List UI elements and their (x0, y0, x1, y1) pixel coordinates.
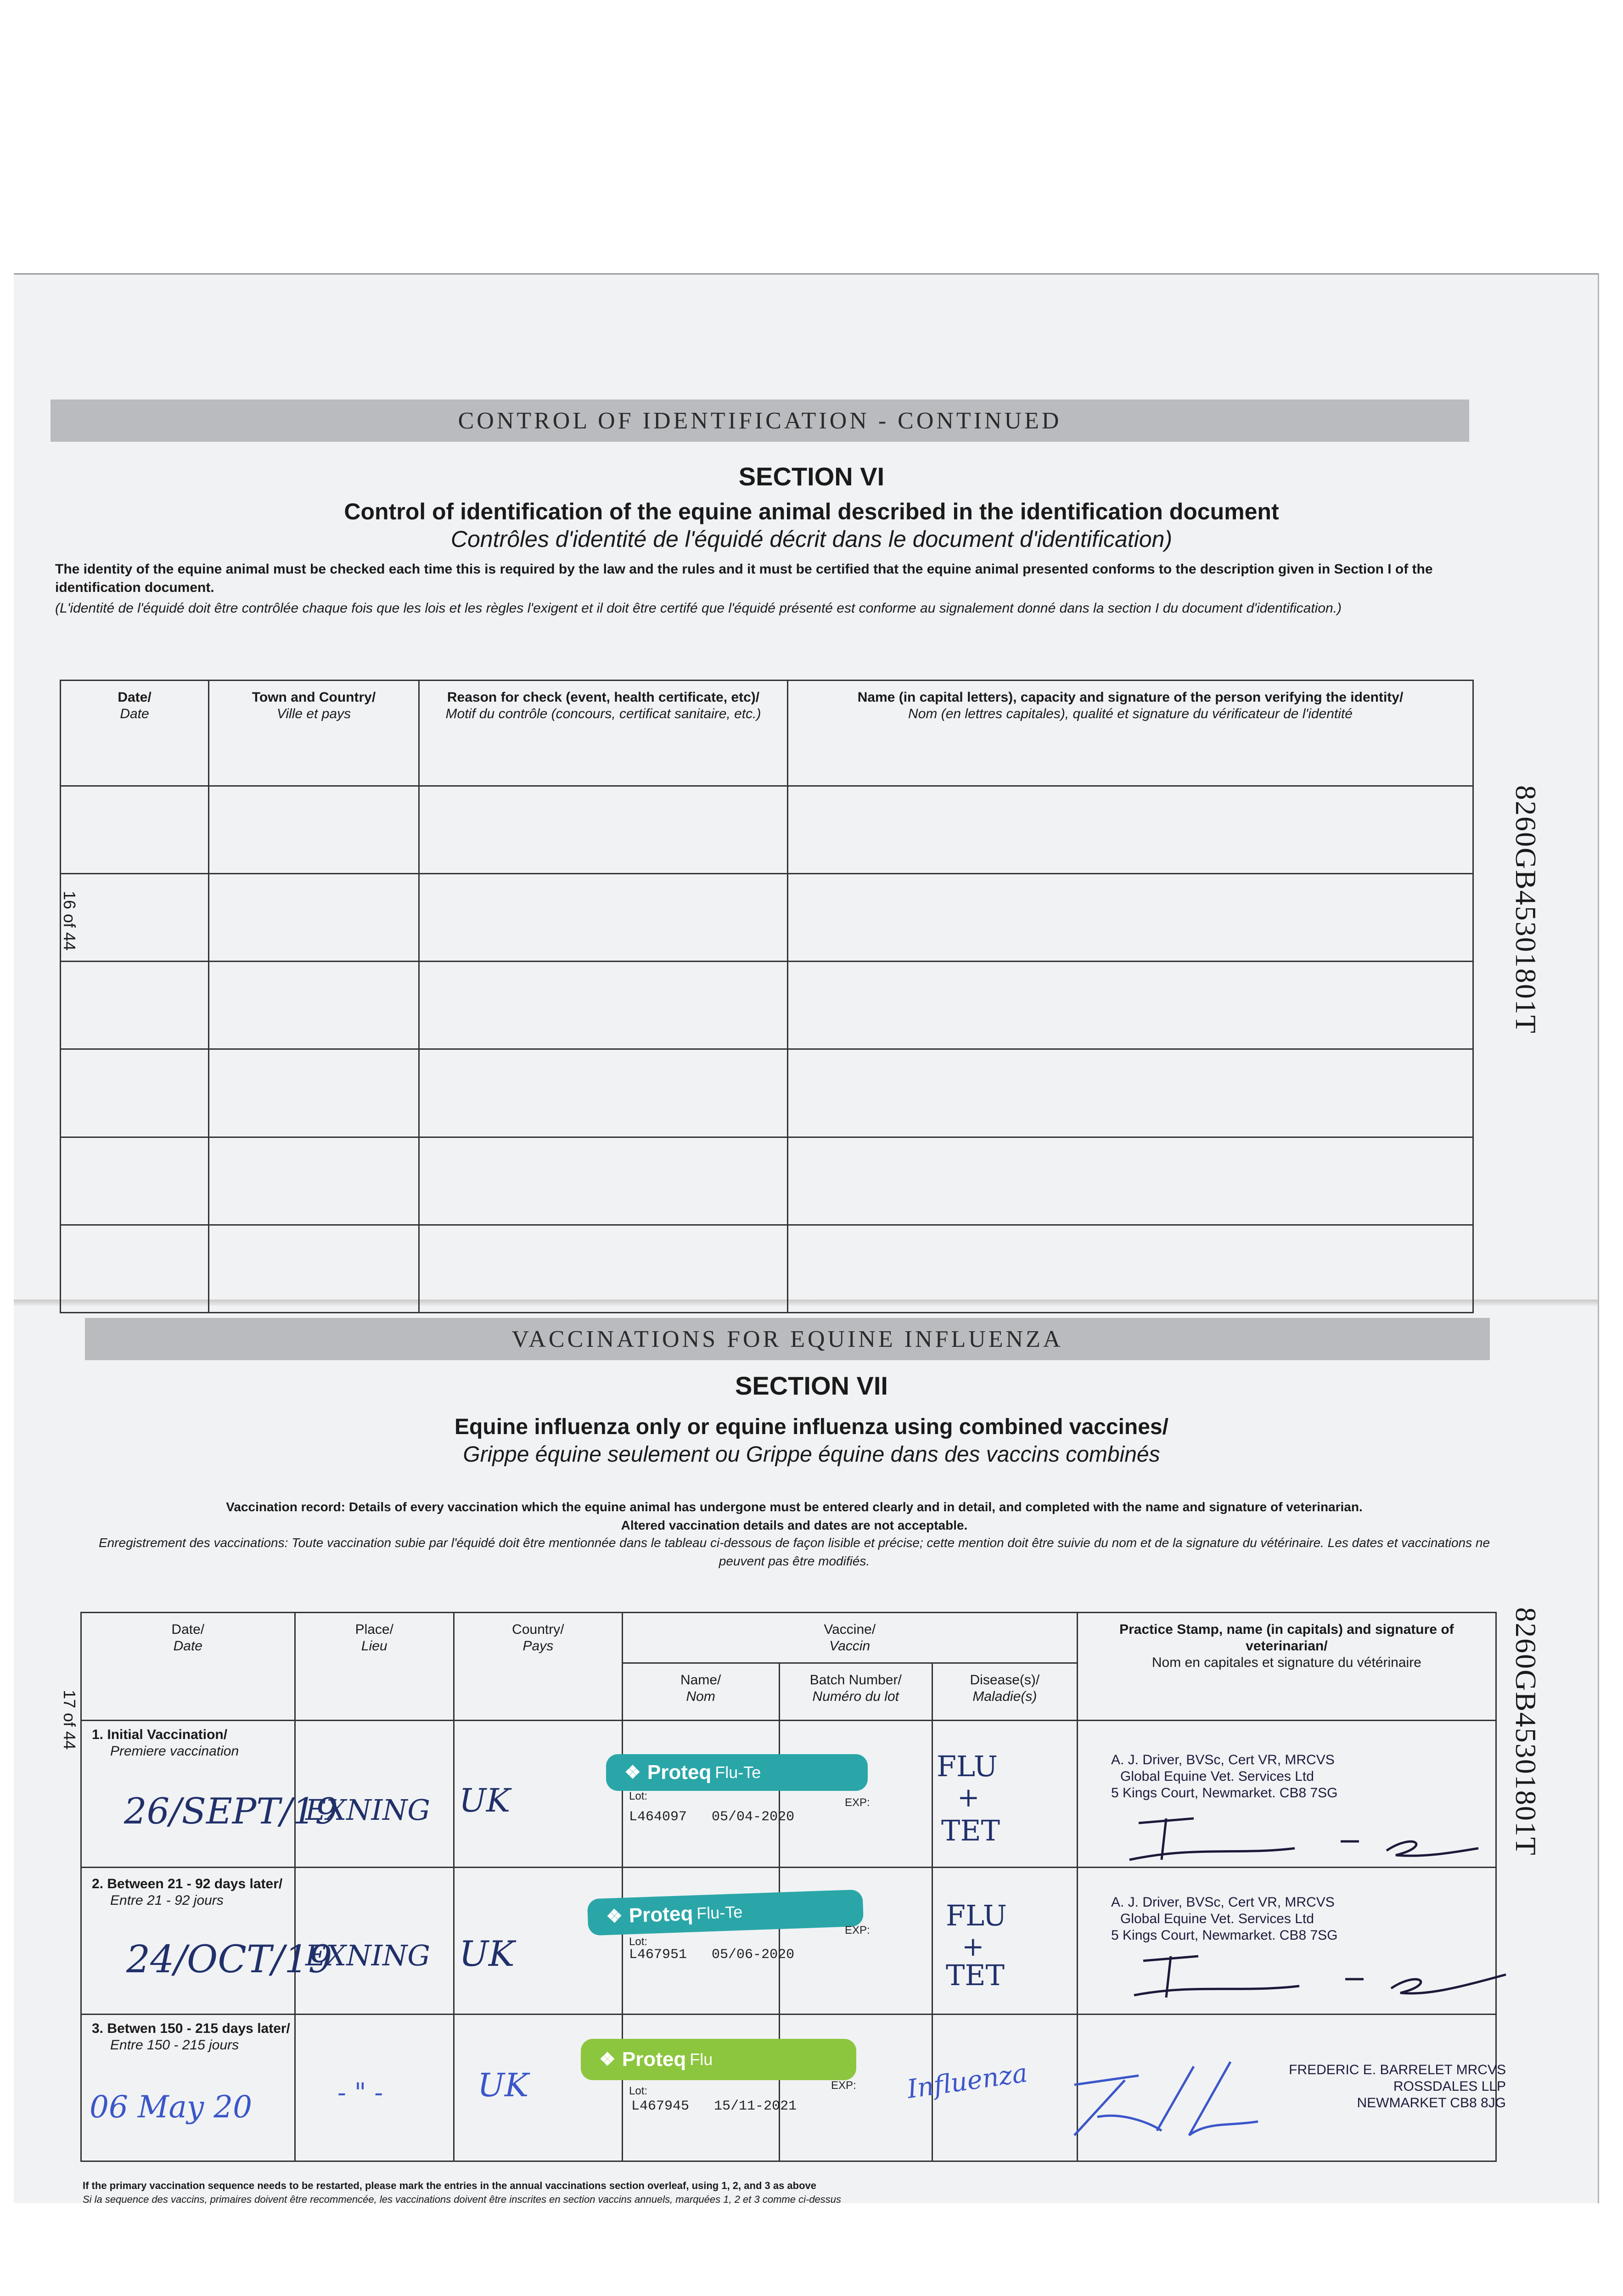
row1-disease-plus: + (957, 1782, 980, 1813)
footer-note-en: If the primary vaccination sequence needs to be restarted, please mark the entries in the annual vaccinations section overleaf, using 1, 2, and 3 as above (83, 2180, 817, 2191)
row2-batch: L467951 05/06-2020 (629, 1947, 795, 1963)
section7-banner-text: VACCINATIONS FOR EQUINE INFLUENZA (511, 1326, 1063, 1352)
row2-place: EXNING (305, 1939, 430, 1972)
row1-practice-stamp: A. J. Driver, BVSc, Cert VR, MRCVS Global Equine Vet. Services Ltd 5 Kings Court, Newmarket. CB8 7SG (1111, 1752, 1338, 1801)
section6-title: SECTION VI (738, 462, 885, 491)
table-row (61, 1049, 1473, 1137)
section7-record-en: Vaccination record: Details of every vaccination which the equine animal has undergone must be entered clearly and in detail, and completed with the name and signature of veterinarian. (226, 1500, 1363, 1514)
row2-disease-plus: + (962, 1931, 984, 1962)
row2-disease-1: FLU (946, 1899, 1007, 1932)
vaccine-sticker-1: ❖ Proteq Flu-Te (606, 1754, 868, 1791)
vcol-stamp: Practice Stamp, name (in capitals) and signature of veterinarian/ Nom en capitales et signature du vétérinaire (1077, 1613, 1496, 1721)
identity-check-table (60, 680, 1474, 1313)
section7-record-fr: Enregistrement des vaccinations: Toute vaccination subie par l'équidé doit être mentionnée dans le tableau ci-dessous de façon lisible et précise; cette mention doit être suivie du nom et de la signature du vétérinaire. Les dates et vaccinations ne peuvent pas être modifiés. (98, 1536, 1490, 1568)
row1-country: UK (459, 1782, 511, 1819)
row3-label: 3. Betwen 150 - 215 days later/ Entre 150 - 215 jours (92, 2021, 290, 2053)
row2-lot-label: Lot: (629, 1936, 648, 1948)
col-reason: Reason for check (event, health certificate, etc)/ Motif du contrôle (concours, certificat sanitaire, etc.) (419, 681, 788, 786)
table-row (61, 962, 1473, 1049)
section7-heading-en: Equine influenza only or equine influenza using combined vaccines/ (455, 1415, 1168, 1439)
vcol-name: Name/ Nom (622, 1663, 779, 1721)
vcol-disease: Disease(s)/ Maladie(s) (932, 1663, 1077, 1721)
row3-exp-label: EXP: (831, 2079, 856, 2092)
table-row (61, 874, 1473, 962)
vcol-vaccine: Vaccine/ Vaccin (622, 1613, 1077, 1663)
row1-exp-label: EXP: (845, 1796, 870, 1809)
section6-banner-text: CONTROL OF IDENTIFICATION - CONTINUED (458, 407, 1062, 434)
col-town: Town and Country/ Ville et pays (209, 681, 419, 786)
footer-note-fr: Si la sequence des vaccins, primaires doivent être recommencée, les vaccinations doivent être inscrites en section vaccins annuels, marquées 1, 2 et 3 comme ci-dessus (83, 2194, 842, 2205)
section7-banner (85, 1318, 1490, 1360)
section6-heading-fr: Contrôles d'identité de l'équidé décrit dans le document d'identification) (450, 526, 1173, 552)
drop-icon: ❖ (599, 2049, 616, 2070)
row3-place: - " - (337, 2078, 383, 2108)
row3-lot-label: Lot: (629, 2085, 648, 2097)
row2-date: 24/OCT/19 (126, 1938, 332, 1981)
vaccine-sticker-2: ❖ Proteq Flu-Te (587, 1890, 864, 1936)
row3-practice-stamp: FREDERIC E. BARRELET MRCVS ROSSDALES LLP NEWMARKET CB8 8JG (1289, 2062, 1506, 2110)
doc-number-top: 8260GB45301801T (1510, 785, 1542, 1034)
section7-heading-fr: Grippe équine seulement ou Grippe équine dans des vaccins combinés (463, 1442, 1160, 1467)
row3-country: UK (477, 2066, 529, 2104)
table-row (61, 1225, 1473, 1312)
row3-date: 06 May 20 (90, 2089, 253, 2125)
row2-country: UK (459, 1933, 515, 1974)
drop-icon: ❖ (606, 1906, 623, 1927)
row3-signature (1056, 2057, 1313, 2149)
row2-disease-2: TET (946, 1958, 1005, 1992)
doc-number-bottom: 8260GB45301801T (1510, 1607, 1542, 1856)
row1-signature (1102, 1805, 1515, 1874)
col-date: Date/ Date (61, 681, 209, 786)
vcol-country: Country/ Pays (454, 1613, 622, 1721)
col-verifier: Name (in capital letters), capacity and signature of the person verifying the identity/ Nom (en lettres capitales), qualité et signature du vérificateur de l'identité (788, 681, 1473, 786)
section6-paragraph-en: The identity of the equine animal must be checked each time this is required by the law and the rules and it must be certified that the equine animal presented conforms to the description given in Section I of the identification document. (55, 562, 1433, 595)
row1-date: 26/SEPT/19 (124, 1791, 338, 1832)
page-label-17: 17 of 44 (60, 1690, 79, 1750)
section6-heading-en: Control of identification of the equine animal described in the identification document (344, 499, 1279, 524)
row1-lot-label: Lot: (629, 1790, 648, 1802)
row1-disease-1: FLU (937, 1750, 998, 1783)
vaccine-sticker-3: ❖ Proteq Flu (581, 2039, 856, 2080)
drop-icon: ❖ (624, 1762, 641, 1783)
vcol-place: Place/ Lieu (295, 1613, 454, 1721)
section6-banner (51, 400, 1469, 442)
row1-label: 1. Initial Vaccination/ Premiere vaccination (92, 1727, 239, 1759)
row1-batch: L464097 05/04-2020 (629, 1809, 795, 1825)
vcol-batch: Batch Number/ Numéro du lot (779, 1663, 932, 1721)
row2-exp-label: EXP: (845, 1924, 870, 1936)
section7-record-en2: Altered vaccination details and dates are not acceptable. (621, 1518, 968, 1532)
vcol-date: Date/ Date (81, 1613, 295, 1721)
row2-label: 2. Between 21 - 92 days later/ Entre 21 - 92 jours (92, 1876, 283, 1908)
row1-disease-2: TET (941, 1814, 1000, 1847)
row3-disease-1: Influenza (905, 2058, 1029, 2105)
section6-paragraph-fr: (L'identité de l'équidé doit être contrôlée chaque fois que les lois et les règles l'exigent et il doit être certifé que l'équidé présenté est conforme au signalement donné dans la section I du document d'identification.) (55, 601, 1342, 616)
row1-place: EXNING (305, 1793, 430, 1827)
section7-title: SECTION VII (735, 1371, 888, 1400)
row3-batch: L467945 15/11-2021 (631, 2099, 797, 2114)
row2-signature (1102, 1942, 1515, 2011)
page-label-16: 16 of 44 (60, 891, 79, 951)
table-row (61, 1137, 1473, 1225)
row2-practice-stamp: A. J. Driver, BVSc, Cert VR, MRCVS Global Equine Vet. Services Ltd 5 Kings Court, Newmarket. CB8 7SG (1111, 1895, 1338, 1943)
table-row (61, 786, 1473, 874)
